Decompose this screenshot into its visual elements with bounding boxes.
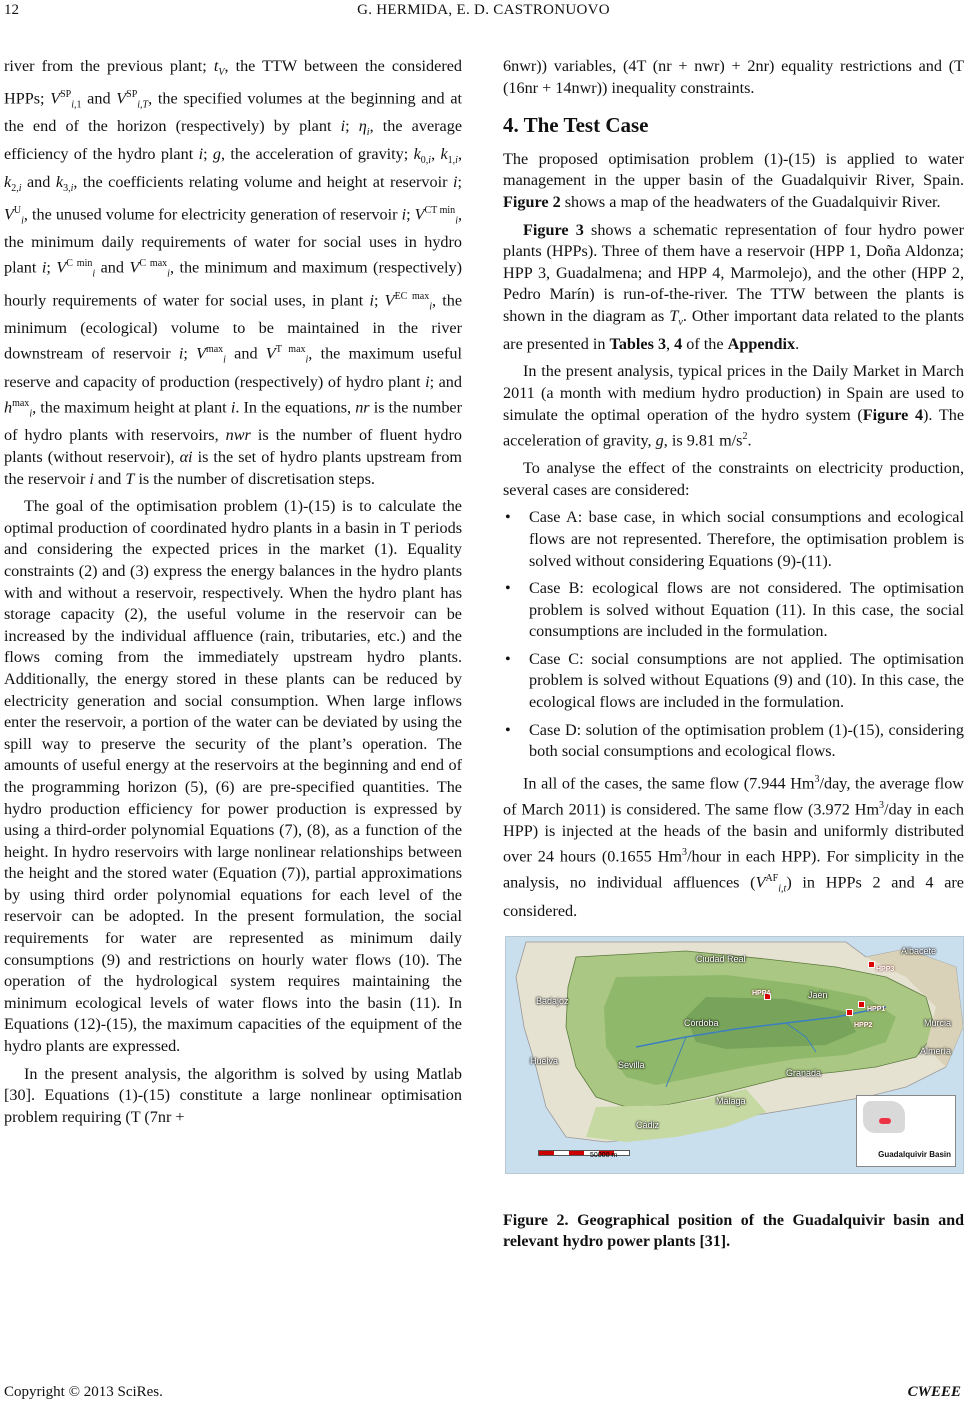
bullet-icon: • — [505, 508, 511, 527]
section-title: 4. The Test Case — [503, 113, 649, 138]
inset-title: Guadalquivir Basin — [878, 1150, 951, 1160]
paragraph-flows: In all of the cases, the same flow (7.944 Hm$^3$/day, the average flow of March 2011) is considered. The same flow (3.972 Hm$^3$/day in each HPP) is injected at the heads of the basin and uniformly distributed over 24 hours (0.1655 Hm$^3$/hour in each HPP). For simplicity in the analysis, no individual affluences $(V^{AF}_{i,t})$ in HPPs 2 and 4 are considered. — [503, 773, 964, 920]
paragraph-prices: In the present analysis, typical prices in the Daily Market in March 2011 (a month with medium hydro production) in Spain are used to simulate the optimal operation of the hydro system (Figure 4). The acceleration of gravity, g, is 9.81 $m/s^2$. — [503, 362, 965, 450]
right-column — [503, 56, 964, 1252]
hpp4-label: HPP4 — [752, 990, 771, 998]
hpp3-marker — [868, 961, 875, 968]
hpp3-label: HPP3 — [876, 966, 895, 974]
hpp2-marker — [846, 1009, 853, 1016]
paragraph-test-case-intro: The proposed optimisation problem (1)-(15) is applied to water management in the upper basin of the Guadalquivir River, Spain. Figure 2 shows a map of the headwaters of the Guadalquivir River. — [503, 149, 964, 211]
paragraph-optimisation-goal: The goal of the optimisation problem (1)-(15) is to calculate the optimal production of coordinated hydro plants in a basin in T periods and considering the expected prices in the market (1). Equality constraints (2) and (3) express the energy balances in the hydro plants with and without a reservoir, respectively. When the hydro plant has storage capacity (2), the useful volume in the reservoir can be increased by the individual affluence (rain, tributaries, etc.) and the flows coming from the immediately upstream hydro plants. Additionally, the energy stored in these plants can be reduced by electricity generation and social consumption. When large inflows enter the reservoir, a portion of the water can be deviated by using the spill way to preserve the security of the plant’s operation. The amounts of useful energy at the reservoirs at the beginning and end of the programming horizon (5), (6) are pre-specified quantities. The hydro production efficiency for power production is expressed by using a third-order polynomial Equations (7), (8), as a function of the height. In hydro reservoirs with large nonlinear relationships between the height and the stored water (Equation (7)), partial approximations by using third order polynomial equations for each level of the reservoir can be adopted. In the present formulation, the social requirements for water are represented as minimum daily consumptions (9) and restrictions on hourly water flows (10). The operation of the hydrological system requires maintaining the minimum ecological levels of water flows into the basin (11). In Equations (12)-(15), the maximum capacities of the equipment of the hydro plants are expressed. — [4, 497, 462, 1056]
hpp2-label: HPP2 — [854, 1022, 873, 1030]
hpp1-label: HPP1 — [867, 1006, 886, 1014]
paragraph-figure3: Figure 3 shows a schematic representation of four hydro power plants (HPPs). Three of them have a reservoir (HPP 1, Doña Aldonza; HPP 3, Guadalmena; and HPP 4, Marmolejo), and the other (HPP 2, Pedro Marín) is run-of-the-river. The TTW between the plants is shown in the diagram as $T_v$. Other important data related to the plants are presented in Tables 3, 4 of the Appendix. — [503, 220, 964, 353]
hpp1-marker — [858, 1001, 865, 1008]
paragraph-variable-definitions: river from the previous plant; $t_V$, the TTW between the considered HPPs; $V^{SP}_{i,1}$ and $V^{SP}_{i,T}$, the specified volumes at the beginning and at the end of the horizon (respectively) by plant i; $\eta_i$, the average efficiency of the hydro plant i; g, the acceleration of gravity; $k_{0,i}$, $k_{1,i}$, $k_{2,i}$ and $k_{3,i}$, the coefficients relating volume and height at reservoir i; $V^U_i$, the unused volume for electricity generation of reservoir i; $V^{CT min}_i$, the minimum daily requirements of water for social uses in hydro plant i; $V^{C min}_i$ and $V^{C max}_i$, the minimum and maximum (respectively) hourly requirements of water for social uses, in plant i; $V^{EC max}_i$, the minimum (ecological) volume to be maintained in the river downstream of reservoir i; $V^{max}_i$ and $V^{T max}_i$, the maximum useful reserve and capacity of production (respectively) of hydro plant i; and $h^{max}_i$, the maximum height at plant i. In the equations, nr is the number of hydro plants with reservoirs, nwr is the number of fluent hydro plants (without reservoir), αi is the set of hydro plants upstream from the reservoir i and T is the number of discretisation steps. — [4, 57, 463, 488]
map-label-ciudad-real: Ciudad Real — [696, 954, 746, 965]
page-number: 12 — [4, 2, 19, 18]
iberia-outline — [863, 1101, 905, 1133]
map-label-sevilla: Sevilla — [618, 1060, 645, 1071]
map-label-murcia: Murcia — [924, 1018, 952, 1029]
bullet-icon: • — [505, 649, 511, 668]
map-label-huelva: Huelva — [530, 1056, 559, 1067]
copyright-footer: Copyright © 2013 SciRes. — [4, 1384, 163, 1400]
map-label-almeria: Almería — [920, 1046, 952, 1057]
left-column — [4, 56, 462, 1134]
map-label-granada: Granada — [786, 1068, 822, 1079]
paragraph-cases-intro: To analyse the effect of the constraints on electricity production, several cases are considered: — [503, 459, 964, 499]
map-label-cordoba: Córdoba — [684, 1018, 719, 1029]
bullet-icon: • — [505, 579, 511, 598]
cases-list — [503, 507, 964, 763]
map-label-jaen: Jaén — [808, 990, 828, 1001]
map-label-albacete: Albacete — [901, 946, 937, 957]
list-item: • Case C: social consumptions are not applied. The optimisation problem is solved without Equations (9) and (10). In this case, the ecological flows are included in the formulation. — [505, 649, 964, 712]
bullet-icon: • — [505, 720, 511, 739]
running-header-authors: G. HERMIDA, E. D. CASTRONUOVO — [357, 2, 610, 18]
scale-label: 50000 m — [590, 1152, 618, 1160]
map-label-malaga: Málaga — [716, 1096, 746, 1107]
list-item: • Case D: solution of the optimisation problem (1)-(15), considering both social consumptions and ecological flows. — [505, 720, 964, 761]
paragraph-variables-count: 6nwr)) variables, (4T (nr + nwr) + 2nr) equality restrictions and (T (16nr + 14nwr)) inequality constraints. — [503, 57, 964, 97]
list-item: • Case A: base case, in which social consumptions and ecological flows are not represented. Therefore, the optimisation problem is solved without considering Equations (9)-(11). — [505, 508, 964, 570]
paragraph-algorithm: In the present analysis, the algorithm is solved by using Matlab [30]. Equations (1)-(15) constitute a large nonlinear optimisation problem requiring (T (7nr + — [4, 1064, 462, 1126]
list-item: • Case B: ecological flows are not considered. The optimisation problem is solved without Equation (11). In this case, the social consumptions are included in the formulation. — [505, 579, 964, 641]
figure-caption: Figure 2. Geographical position of the Guadalquivir basin and relevant hydro power plants [31]. — [503, 1212, 964, 1251]
journal-footer: CWEEE — [907, 1384, 961, 1400]
map-label-badajoz: Badajoz — [536, 996, 569, 1007]
guadalquivir-basin-map — [505, 936, 964, 1174]
basin-highlight — [879, 1118, 891, 1124]
map-label-cadiz: Cádiz — [636, 1120, 660, 1131]
inset-map — [856, 1095, 956, 1167]
